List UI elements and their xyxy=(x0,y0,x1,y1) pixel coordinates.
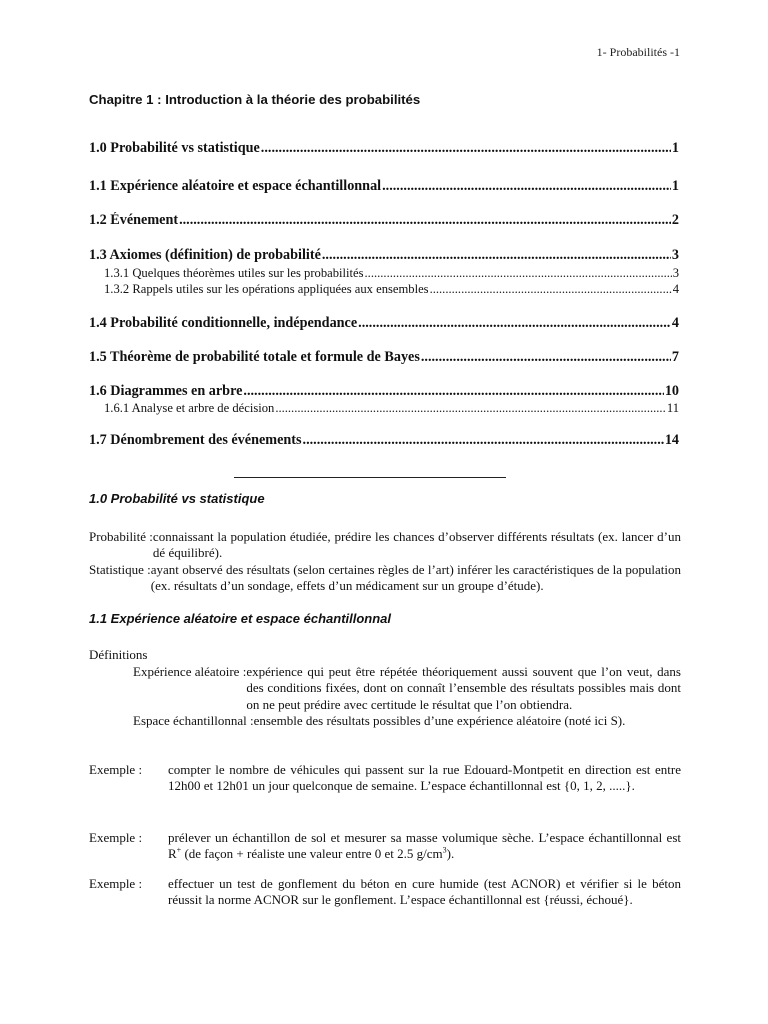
section-heading-1-1: 1.1 Expérience aléatoire et espace échantillonnal xyxy=(89,611,392,626)
toc-entry[interactable] xyxy=(89,315,679,333)
section-heading-1-0: 1.0 Probabilité vs statistique xyxy=(89,491,265,506)
toc-dot-leader xyxy=(421,349,671,366)
definitions-1-0 xyxy=(89,529,681,595)
toc-subentry[interactable] xyxy=(89,401,679,417)
example-text-part: (de façon + réaliste une valeur entre 0 et 2.5 g/cm xyxy=(181,846,443,862)
toc-entry-label: 1.1 Expérience aléatoire et espace échantillonnal xyxy=(89,178,382,194)
toc-entry-page: 3 xyxy=(671,247,679,263)
toc-entry-page: 10 xyxy=(664,383,679,399)
definition-term: Statistique : xyxy=(89,561,151,577)
definitions-1-1 xyxy=(133,664,681,730)
example-block xyxy=(89,762,681,795)
toc-dot-leader xyxy=(261,140,671,157)
toc-subentry[interactable] xyxy=(89,266,679,282)
toc-dot-leader xyxy=(382,178,671,195)
definitions-label: Définitions xyxy=(89,647,148,662)
toc-entry[interactable] xyxy=(89,247,679,265)
toc-entry[interactable] xyxy=(89,178,679,196)
definition-term: Espace échantillonnal : xyxy=(133,713,254,729)
toc-entry-label: 1.4 Probabilité conditionnelle, indépendance xyxy=(89,315,358,331)
toc-dot-leader xyxy=(358,315,671,332)
toc-entry[interactable] xyxy=(89,140,679,158)
definition-text: ayant observé des résultats (selon certaines règles de l’art) inférer les caractéristiques de la population (ex. résultats d’un sondage, effets d’un médicament sur un groupe d’étude). xyxy=(150,561,681,594)
table-of-contents xyxy=(89,140,679,450)
toc-entry-label: 1.2 Événement xyxy=(89,212,179,228)
definition-text: expérience qui peut être répétée théoriquement aussi souvent que l’on veut, dans des conditions fixées, dont on connaît l’ensemble des résultats possibles mais dont on ne peut prédire avec certitude le résultat que l’on obtiendra. xyxy=(246,664,681,712)
definition-text: ensemble des résultats possibles d’une expérience aléatoire (noté ici S). xyxy=(253,713,626,729)
toc-entry-label: 1.3 Axiomes (définition) de probabilité xyxy=(89,247,321,263)
toc-dot-leader xyxy=(365,266,672,281)
example-text: effectuer un test de gonflement du béton en cure humide (test ACNOR) et vérifier si le béton réussit la norme ACNOR sur le gonflement. L’espace échantillonnal est {réussi, échoué}. xyxy=(168,876,681,908)
toc-dot-leader xyxy=(275,401,666,416)
example-text-part: prélever un échantillon de sol et mesurer sa masse volumique sèche. L’espace échantillonnal est R xyxy=(168,830,681,862)
toc-dot-leader xyxy=(303,432,664,449)
definition-espace-echantillonnal xyxy=(133,713,681,729)
definition-term: Probabilité : xyxy=(89,529,153,544)
toc-entry-label: 1.3.2 Rappels utiles sur les opérations appliquées aux ensembles xyxy=(104,282,429,296)
definition-text: connaissant la population étudiée, prédire les chances d’observer différents résultats (ex. lancer d’un dé équilibré). xyxy=(152,529,681,561)
toc-entry-page: 4 xyxy=(671,315,679,331)
toc-entry-label: 1.7 Dénombrement des événements xyxy=(89,432,302,448)
toc-entry-label: 1.0 Probabilité vs statistique xyxy=(89,140,260,156)
toc-dot-leader xyxy=(243,383,663,400)
toc-entry[interactable] xyxy=(89,212,679,230)
example-block xyxy=(89,876,681,909)
definition-statistique xyxy=(89,562,681,595)
definition-experience-aleatoire xyxy=(133,664,681,713)
toc-entry-page: 7 xyxy=(671,349,679,365)
superscript-plus: + xyxy=(176,846,182,856)
toc-entry-page: 11 xyxy=(666,401,679,415)
toc-entry-page: 14 xyxy=(664,432,679,448)
running-header: 1- Probabilités -1 xyxy=(596,45,680,59)
toc-entry-label: 1.5 Théorème de probabilité totale et formule de Bayes xyxy=(89,349,420,365)
example-label: Exemple : xyxy=(89,876,143,891)
example-text xyxy=(168,830,681,863)
toc-entry[interactable] xyxy=(89,432,679,450)
toc-entry-label: 1.3.1 Quelques théorèmes utiles sur les probabilités xyxy=(104,266,364,280)
toc-dot-leader xyxy=(322,247,671,264)
example-label: Exemple : xyxy=(89,762,143,777)
example-label: Exemple : xyxy=(89,830,143,845)
example-block xyxy=(89,830,681,863)
toc-entry-page: 3 xyxy=(672,266,679,280)
toc-dot-leader xyxy=(430,282,672,297)
toc-entry-page: 1 xyxy=(671,140,679,156)
toc-entry-page: 1 xyxy=(671,178,679,194)
toc-entry-page: 2 xyxy=(671,212,679,228)
separator-rule xyxy=(234,477,506,478)
toc-entry[interactable] xyxy=(89,349,679,367)
superscript-cube: 3 xyxy=(442,846,447,856)
example-text: compter le nombre de véhicules qui passent sur la rue Edouard-Montpetit en direction est entre 12h00 et 12h01 un jour quelconque de semaine. L’espace échantillonnal est {0, 1, 2, .....}. xyxy=(168,762,681,794)
toc-entry-page: 4 xyxy=(672,282,679,296)
toc-dot-leader xyxy=(179,212,671,229)
toc-entry-label: 1.6 Diagrammes en arbre xyxy=(89,383,243,399)
definition-probabilite xyxy=(89,529,681,562)
toc-entry[interactable] xyxy=(89,383,679,401)
toc-entry-label: 1.6.1 Analyse et arbre de décision xyxy=(104,401,275,415)
example-text-part: ). xyxy=(446,846,455,862)
definition-term: Expérience aléatoire : xyxy=(133,664,247,679)
toc-subentry[interactable] xyxy=(89,282,679,298)
chapter-title: Chapitre 1 : Introduction à la théorie des probabilités xyxy=(89,92,421,107)
